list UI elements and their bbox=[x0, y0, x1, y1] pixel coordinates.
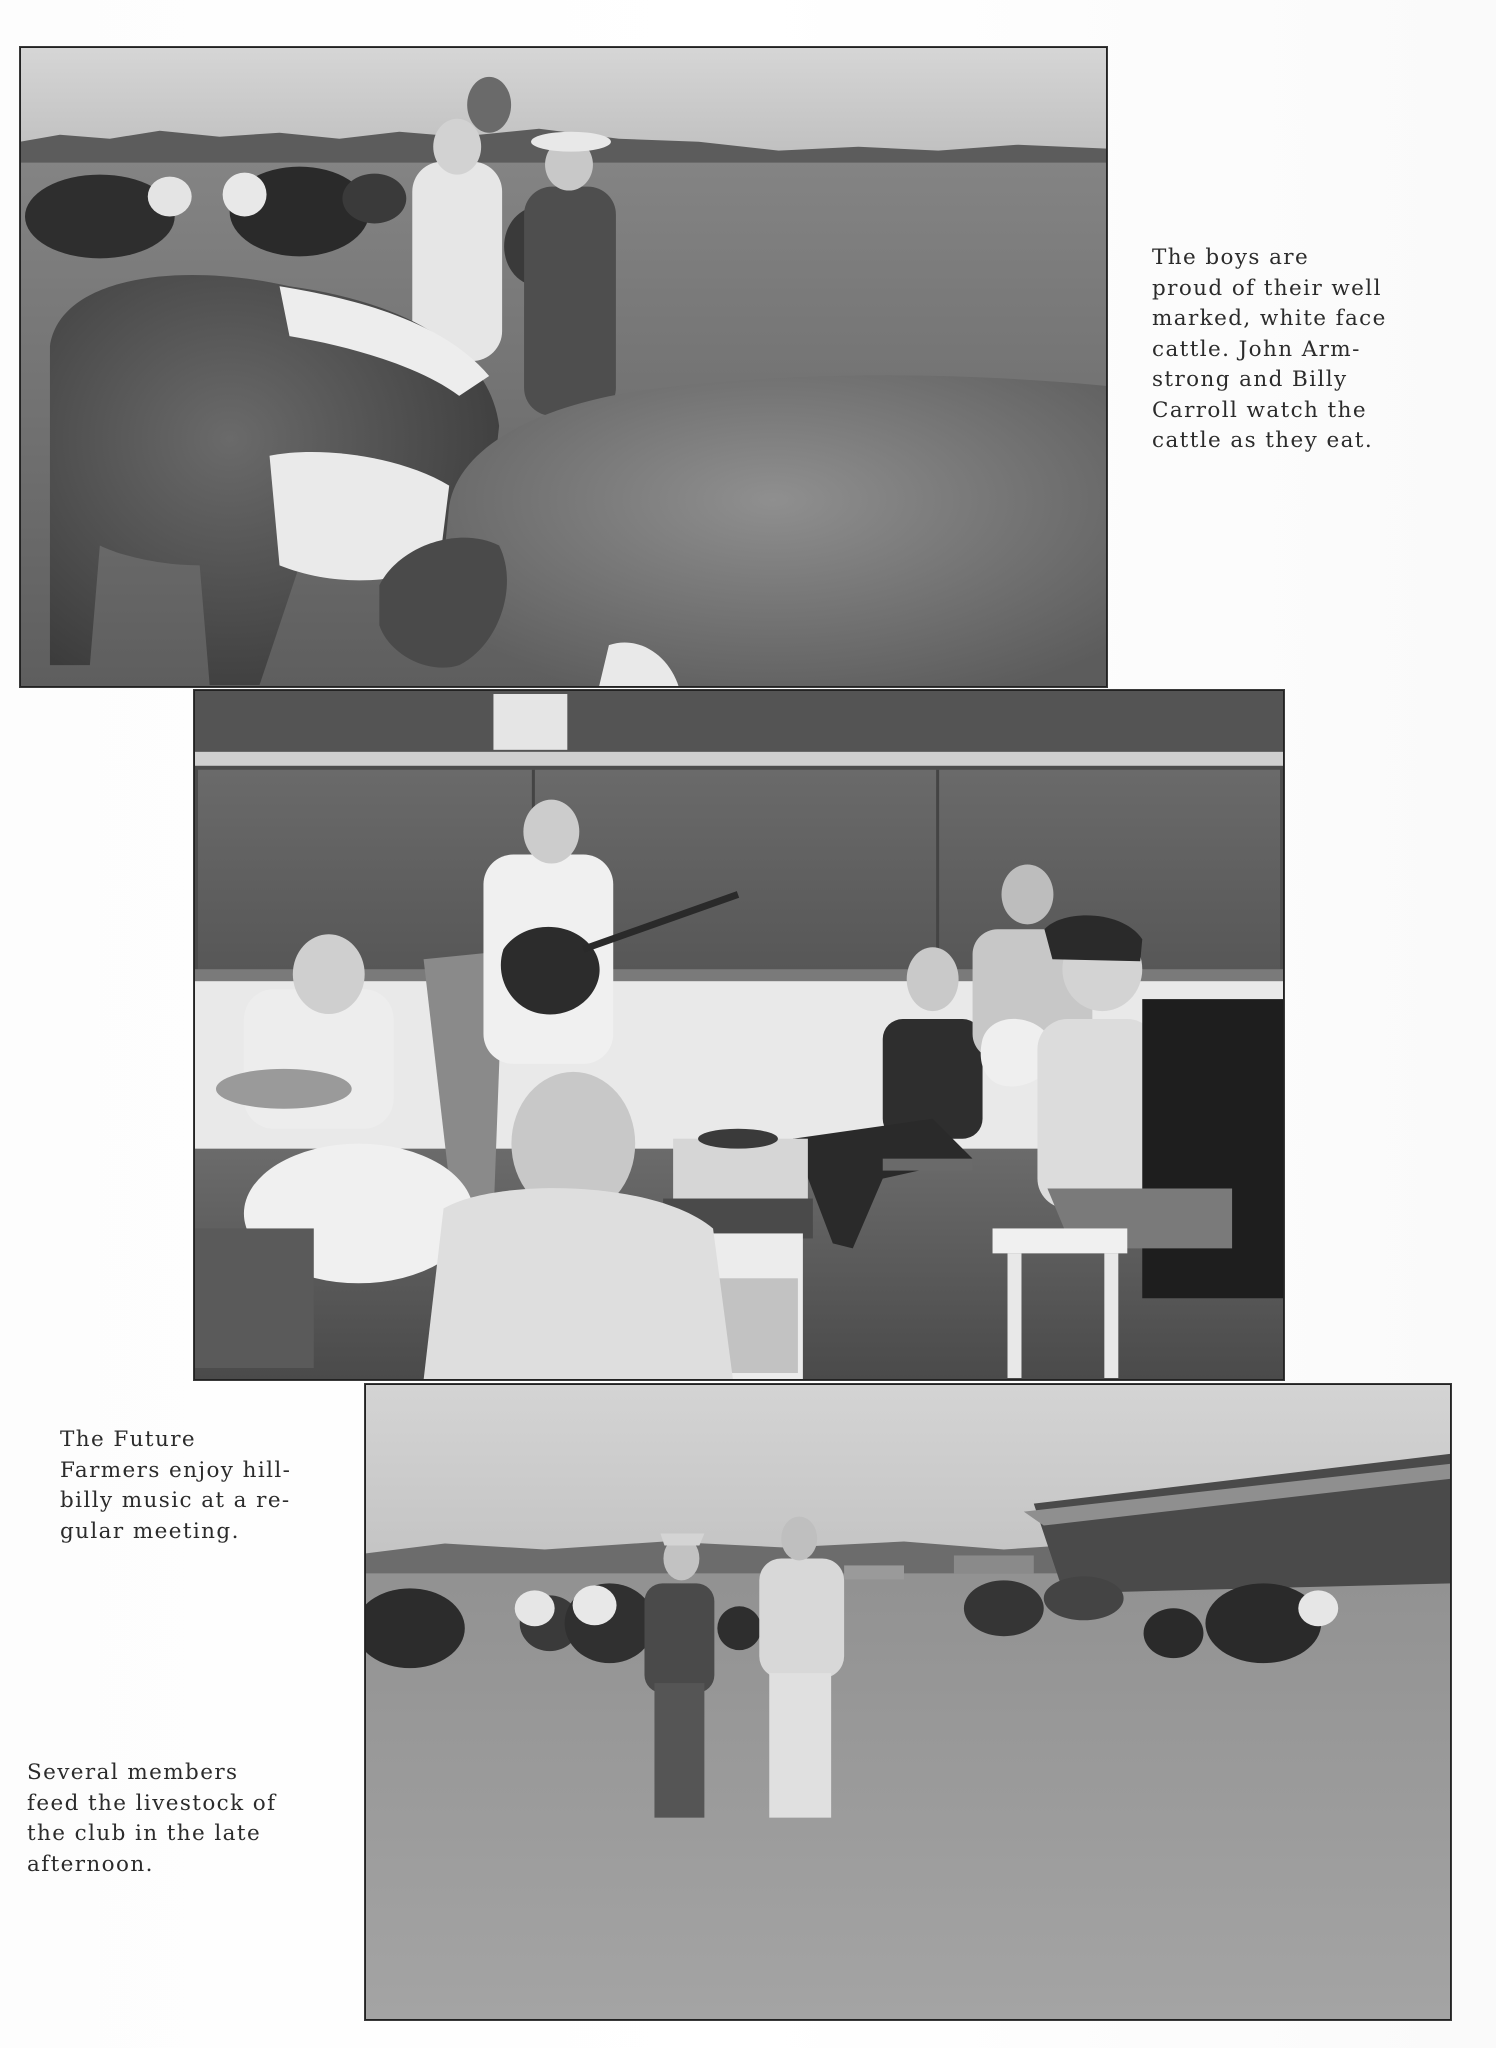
band-caption bbox=[60, 1425, 330, 1547]
band-photo bbox=[193, 689, 1285, 1381]
pasture-photo-icon bbox=[365, 1384, 1451, 2020]
caption-line: feed the livestock of bbox=[27, 1790, 277, 1816]
caption-line: the club in the late bbox=[27, 1821, 262, 1846]
cattle-caption bbox=[1152, 243, 1452, 457]
band-photo-icon bbox=[194, 690, 1284, 1380]
caption-line: The boys are bbox=[1152, 245, 1310, 270]
caption-line: cattle as they eat. bbox=[1152, 428, 1374, 453]
caption-line: gular meeting. bbox=[60, 1518, 240, 1544]
caption-line: strong and Billy bbox=[1152, 367, 1348, 392]
caption-line: marked, white face bbox=[1152, 306, 1387, 331]
caption-line: proud of their well bbox=[1152, 275, 1382, 301]
caption-line: Several members bbox=[27, 1760, 239, 1785]
cattle-closeup-photo bbox=[19, 46, 1108, 688]
pasture-caption bbox=[27, 1758, 327, 1880]
caption-line: Carroll watch the bbox=[1152, 397, 1367, 423]
caption-line: The Future bbox=[60, 1427, 196, 1452]
cattle-photo-icon bbox=[20, 47, 1107, 687]
pasture-photo bbox=[364, 1383, 1452, 2021]
caption-line: cattle. John Arm- bbox=[1152, 336, 1361, 362]
caption-line: afternoon. bbox=[27, 1851, 154, 1877]
caption-line: billy music at a re- bbox=[60, 1488, 291, 1513]
caption-line: Farmers enjoy hill- bbox=[60, 1457, 292, 1483]
